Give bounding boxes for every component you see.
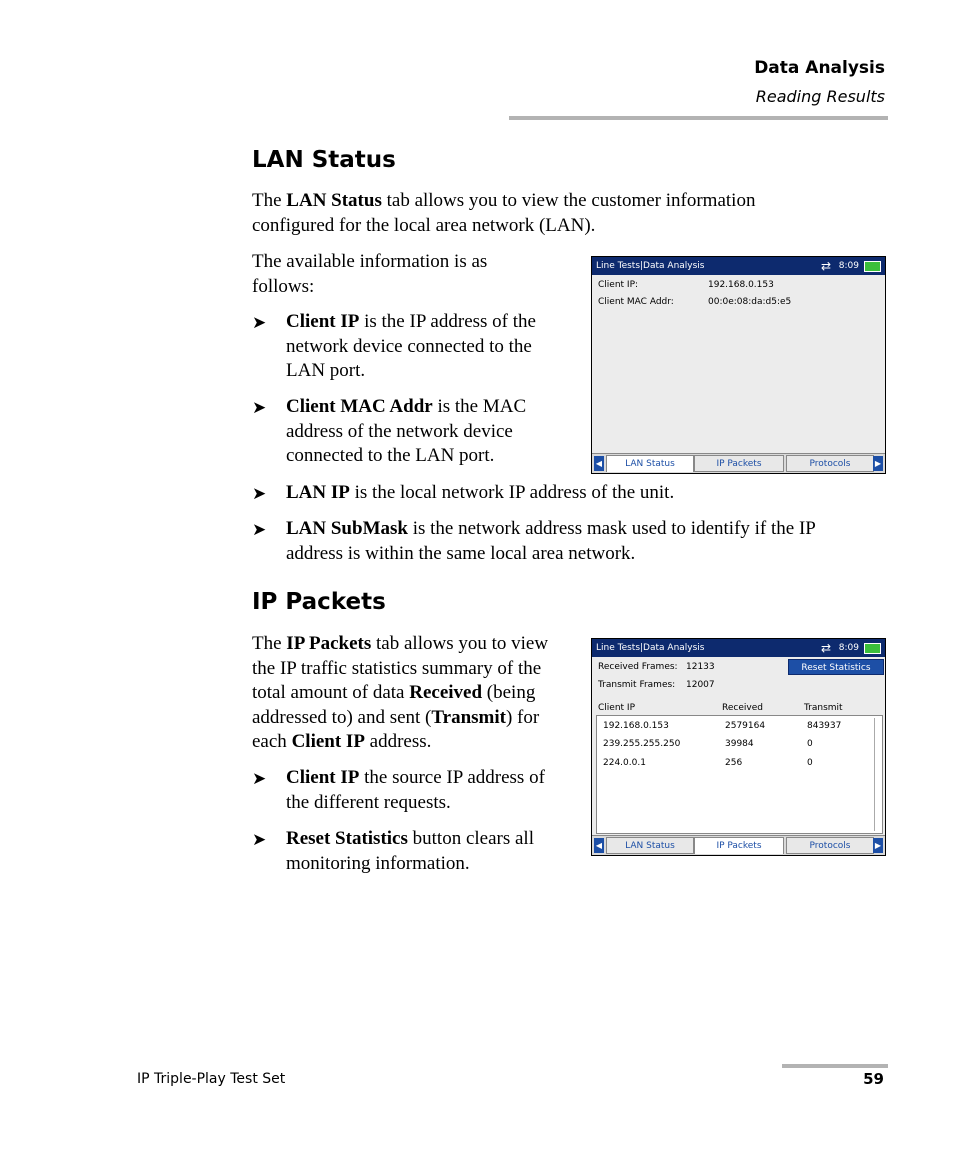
header-subtitle: Reading Results [755,87,885,106]
tab-ip-packets[interactable]: IP Packets [694,837,784,854]
tab-ip-packets[interactable]: IP Packets [694,455,784,472]
tab-protocols[interactable]: Protocols [786,837,874,854]
lan-status-heading: LAN Status [252,147,396,173]
arrowhead-bullet-icon: ➤ [252,313,267,332]
footer-product-name: IP Triple-Play Test Set [137,1071,286,1087]
bullet-ip-client-ip: ➤ Client IP the source IP address of the different requests. [252,767,545,813]
row-3-transmit: 0 [807,758,813,768]
tab-scroll-left-icon[interactable]: ◀ [594,838,604,853]
bullet-lan-ip: ➤ LAN IP is the local network IP address of the unit. [252,481,872,507]
ip-packets-screenshot [591,638,886,856]
ip-stats-list[interactable] [596,715,883,834]
tab-lan-status[interactable]: LAN Status [606,837,694,854]
ip-packets-intro: The IP Packets tab allows you to view the IP traffic statistics summary of the total amount of data Received (being addressed to) and sent (Transmit) for each Client IP address. [252,633,549,752]
bullet-reset-statistics: ➤ Reset Statistics button clears all monitoring information. [252,828,534,874]
lan-status-available: The available information is as follows: [252,251,488,297]
tab-lan-status[interactable]: LAN Status [606,455,694,472]
header-title: Data Analysis [754,58,885,78]
device-tab-bar [592,453,885,473]
device-clock: 8:09 [838,643,859,653]
footer-rule [782,1064,888,1068]
arrowhead-bullet-icon: ➤ [252,484,267,503]
ip-packets-heading: IP Packets [252,589,386,615]
transmit-frames-label: Transmit Frames: [598,680,676,690]
lan-status-screenshot [591,256,886,474]
row-2-received: 39984 [725,739,754,749]
client-mac-value: 00:0e:08:da:d5:e5 [708,297,792,307]
bullet-lan-submask: ➤ LAN SubMask is the network address mask used to identify if the IP address is within the same local area network. [252,518,816,564]
lan-status-intro: The LAN Status tab allows you to view the customer information configured for the local area network (LAN). [252,190,756,236]
bullet-client-mac: ➤ Client MAC Addr is the MAC address of the network device connected to the LAN port. [252,396,527,466]
list-scrollbar[interactable] [874,718,880,831]
received-frames-value: 12133 [686,662,715,672]
battery-icon [864,261,881,272]
page-number: 59 [863,1070,884,1088]
arrowhead-bullet-icon: ➤ [252,769,267,788]
client-ip-label: Client IP: [598,280,639,290]
battery-icon [864,643,881,654]
column-transmit[interactable]: Transmit [804,703,843,713]
arrowhead-bullet-icon: ➤ [252,830,267,849]
tab-scroll-right-icon[interactable]: ▶ [873,456,883,471]
device-title-bar: Line Tests|Data Analysis [592,257,885,275]
device-tab-bar [592,835,885,855]
row-1-received: 2579164 [725,721,766,731]
arrowhead-bullet-icon: ➤ [252,520,267,539]
row-3-received: 256 [725,758,743,768]
received-frames-label: Received Frames: [598,662,678,672]
header-rule [509,116,888,120]
device-clock: 8:09 [838,261,859,271]
row-2-client-ip: 239.255.255.250 [603,739,681,749]
row-2-transmit: 0 [807,739,813,749]
sync-arrows-icon: ⇄ [820,259,831,273]
row-3-client-ip: 224.0.0.1 [603,758,646,768]
column-received[interactable]: Received [722,703,763,713]
tab-scroll-left-icon[interactable]: ◀ [594,456,604,471]
row-1-client-ip: 192.168.0.153 [603,721,669,731]
reset-statistics-button[interactable]: Reset Statistics [788,659,884,675]
bullet-client-ip: ➤ Client IP is the IP address of the network device connected to the LAN port. [252,311,536,381]
client-mac-label: Client MAC Addr: [598,297,674,307]
client-ip-value: 192.168.0.153 [708,280,774,290]
tab-scroll-right-icon[interactable]: ▶ [873,838,883,853]
transmit-frames-value: 12007 [686,680,715,690]
tab-protocols[interactable]: Protocols [786,455,874,472]
column-client-ip[interactable]: Client IP [598,703,635,713]
device-title-bar: Line Tests|Data Analysis [592,639,885,657]
arrowhead-bullet-icon: ➤ [252,398,267,417]
row-1-transmit: 843937 [807,721,842,731]
sync-arrows-icon: ⇄ [820,641,831,655]
